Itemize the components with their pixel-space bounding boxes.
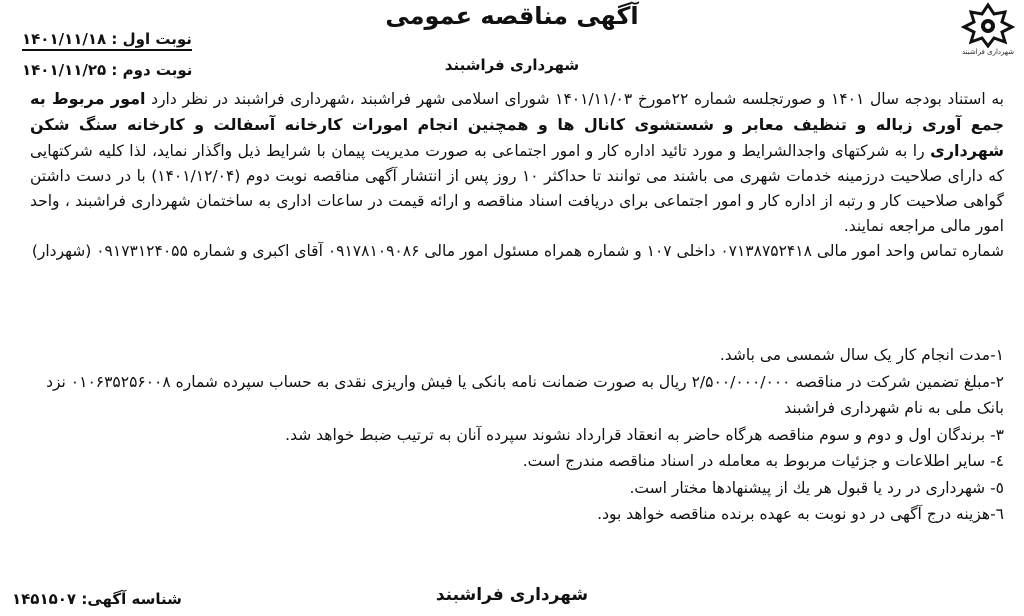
condition-item: ٥- شهرداری در رد یا قبول هر یك از پیشنهادها مختار است.: [629, 478, 1004, 497]
condition-item: ٦-هزینه درج آگهی در دو نوبت به عهده برنده مناقصه خواهد بود.: [597, 505, 1004, 523]
condition-item: ۱-مدت انجام کار یک سال شمسی می باشد.: [719, 346, 1004, 364]
condition-item: ٤- سایر اطلاعات و جزئیات مربوط به معامله در اسناد مناقصه مندرج است.: [522, 452, 1004, 470]
intro-text-2: را به شرکتهای واجدالشرایط و مورد تائید اداره کار و امور اجتماعی به صورت مدیریت پیمان با شرایط ذیل واگذار نماید، لذا کلیه شرکتهایی که دارای صلاحیت درزمینه خدمات شهری می باشند می توانند تا حداکثر ۱۰ روز پس از انتشار آگهی مناقصه نوبت دوم (۱۴۰۱/۱۲/۰۴) با در دست داشتن گواهی صلاحیت کار و رتبه از اداره کار و امور اجتماعی برای دریافت اسناد مناقصه و ارائه قیمت در ساعات اداری به ساختمان شهرداری فراشبند ، واحد امور مالی مراجعه نمایند.: [30, 142, 1005, 235]
notice-id: شناسه آگهی: ۱۴۵۱۵۰۷: [12, 590, 182, 608]
tender-subject: امور مربوط به جمع آوری زباله و تنظیف معابر و شستشوی کانال ها و همچنین انجام امورات کارخانه آسفالت و کارخانه سنگ شکن شهرداری: [30, 89, 1004, 160]
notice-body: [30, 86, 1004, 264]
conditions-list: [30, 342, 1004, 528]
contact-paragraph: شماره تماس واحد امور مالی ۰۷۱۳۸۷۵۲۴۱۸ داخلی ۱۰۷ و شماره همراه مسئول امور مالی ۰۹۱۷۸۱۰۹۰۸۶ آقای اکبری و شماره ۰۹۱۷۳۱۲۴۰۵۵ (شهردار): [31, 242, 1004, 260]
second-turn-date: نوبت دوم : ۱۴۰۱/۱۱/۲۵: [22, 61, 193, 79]
condition-item: ۳- برندگان اول و دوم و سوم مناقصه هرگاه حاضر به انعقاد قرارداد نشوند سپرده آنان به ترتیب ضبط خواهد شد.: [285, 425, 1004, 444]
footer-signature: شهرداری فراشبند: [435, 585, 589, 605]
logo-caption: شهرداری فراشبند: [961, 48, 1015, 56]
first-turn-date: نوبت اول : ۱۴۰۱/۱۱/۱۸: [22, 30, 192, 48]
intro-text-1: به استناد بودجه سال ۱۴۰۱ و صورتجلسه شماره ۲۲مورخ ۱۴۰۱/۱۱/۰۳ شورای اسلامی شهر فراشبند ،شهرداری فراشبند در نظر دارد: [151, 90, 1004, 108]
intro-paragraph: [30, 86, 1004, 239]
notice-subtitle: شهرداری فراشبند: [444, 56, 580, 74]
notice-title: آگهی مناقصه عمومی: [385, 2, 639, 30]
condition-item: ۲-مبلغ تضمین شرکت در مناقصه ۲/۵۰۰/۰۰۰/۰۰۰ ریال به صورت ضمانت نامه بانکی یا فیش واریزی نقدی به حساب سپرده شماره ۰۱۰۶۳۵۲۵۶۰۰۸ نزد بانک ملی به نام شهرداری فراشبند: [46, 372, 1004, 417]
